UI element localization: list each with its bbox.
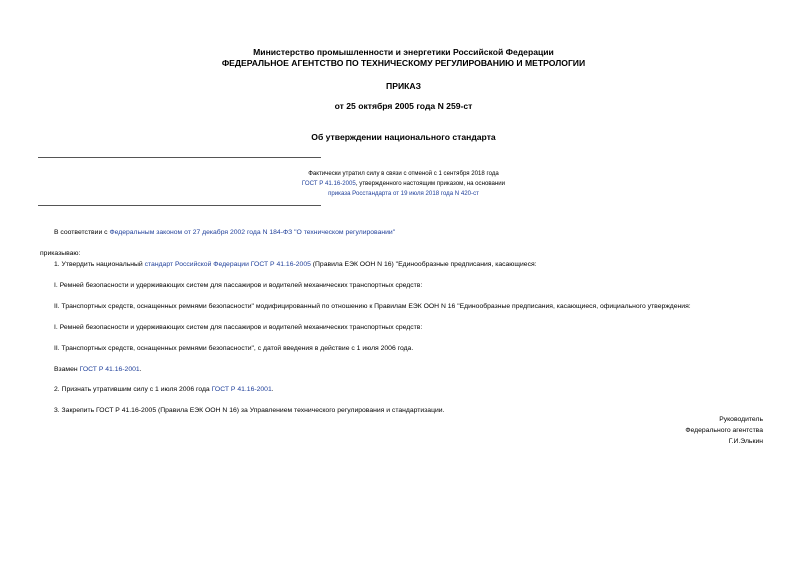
- note-line-2-text: , утвержденного настоящим приказом, на основании: [355, 180, 506, 187]
- federal-law-link[interactable]: Федеральным законом от 27 декабря 2002 года N 184-ФЗ "О техническом регулировании": [109, 229, 396, 236]
- intro-prefix: В соответствии с: [54, 229, 110, 236]
- order-word: приказываю:: [40, 250, 81, 257]
- repealed-gost-link[interactable]: ГОСТ Р 41.16-2001: [211, 386, 272, 393]
- document-type: ПРИКАЗ: [386, 81, 421, 91]
- item-2-suffix: .: [271, 386, 274, 393]
- paragraph-i-second: I. Ремней безопасности и удерживающих систем для пассажиров и водителей механических транспортных средств:: [54, 324, 423, 331]
- item-1-prefix: 1. Утвердить национальный: [54, 261, 145, 268]
- note-top-rule: [38, 157, 321, 158]
- note-line-1: Фактически утратил силу в связи с отменой с 1 сентября 2018 года: [308, 170, 499, 177]
- instead-gost-link[interactable]: ГОСТ Р 41.16-2001: [79, 366, 140, 373]
- paragraph-i-first: I. Ремней безопасности и удерживающих систем для пассажиров и водителей механических транспортных средств:: [54, 282, 423, 289]
- document-date-number: от 25 октября 2005 года N 259-ст: [334, 101, 473, 111]
- standard-link[interactable]: стандарт Российской Федерации ГОСТ Р 41.16-2005: [144, 261, 311, 268]
- document-subject: Об утверждении национального стандарта: [311, 132, 496, 142]
- signature-title-1: Руководитель: [719, 416, 763, 423]
- item-1-suffix: (Правила ЕЭК ООН N 16) "Единообразные предписания, касающиеся:: [310, 261, 537, 268]
- item-3: 3. Закрепить ГОСТ Р 41.16-2005 (Правила ЕЭК ООН N 16) за Управлением технического регулирования и стандартизации.: [54, 407, 445, 414]
- paragraph-ii-second: II. Транспортных средств, оснащенных ремнями безопасности", с датой введения в действие с 1 июля 2006 года.: [54, 345, 414, 352]
- item-2-prefix: 2. Признать утратившим силу с 1 июля 2006 года: [54, 386, 212, 393]
- note-gost-link[interactable]: ГОСТ Р 41.16-2005: [301, 180, 356, 187]
- agency-name: ФЕДЕРАЛЬНОЕ АГЕНТСТВО ПО ТЕХНИЧЕСКОМУ РЕГУЛИРОВАНИЮ И МЕТРОЛОГИИ: [221, 58, 586, 68]
- instead-prefix: Взамен: [54, 366, 80, 373]
- note-order-link[interactable]: приказа Росстандарта от 19 июля 2018 года N 420-ст: [328, 190, 479, 197]
- signature-name: Г.И.Элькин: [728, 438, 763, 445]
- note-line-3: [0, 190, 807, 197]
- instead-paragraph: [54, 366, 142, 373]
- paragraph-ii-first: II. Транспортных средств, оснащенных ремнями безопасности" модифицированный по отношению к Правилам ЕЭК ООН N 16 "Единообразные предписания, касающиеся, официального утверждения:: [54, 303, 691, 310]
- instead-suffix: .: [139, 366, 142, 373]
- intro-paragraph: [54, 229, 395, 236]
- note-bottom-rule: [38, 205, 321, 206]
- note-line-2: [0, 180, 807, 187]
- item-2: [54, 386, 274, 393]
- item-1: [54, 261, 537, 268]
- signature-title-2: Федерального агентства: [685, 427, 763, 434]
- ministry-name: Министерство промышленности и энергетики Российской Федерации: [253, 47, 554, 57]
